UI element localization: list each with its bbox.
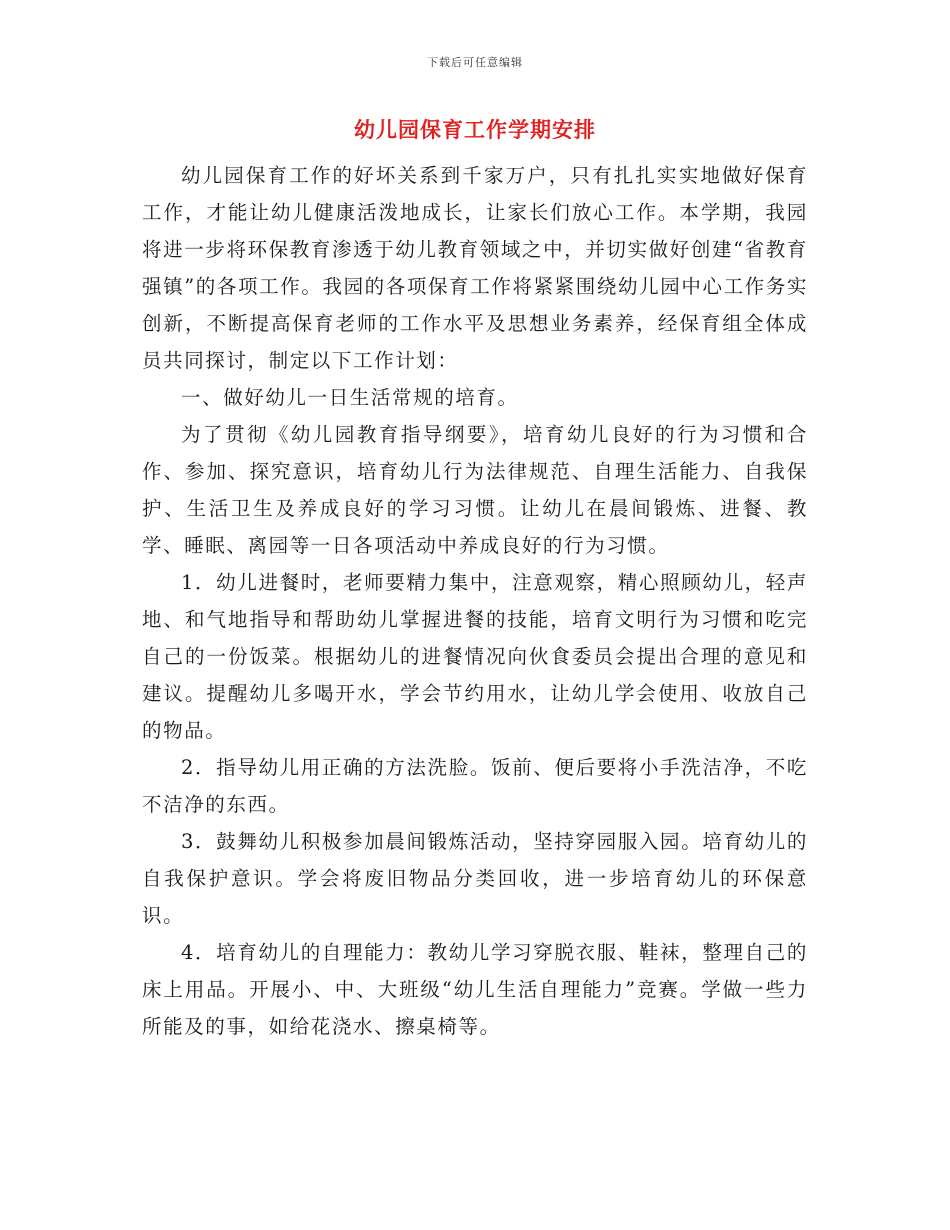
section-heading: 一、做好幼儿一日生活常规的培育。 — [181, 386, 519, 409]
list-item-3: 3．鼓舞幼儿积极参加晨间锻炼活动，坚持穿园服入园。培育幼儿的自我保护意识。学会将废旧物品分类回收，进一步培育幼儿的环保意识。 — [142, 830, 808, 927]
intro-paragraph: 幼儿园保育工作的好坏关系到千家万户，只有扎扎实实地做好保育工作，才能让幼儿健康活泼地成长，让家长们放心工作。本学期，我园将进一步将环保教育渗透于幼儿教育领域之中，并切实做好创建“省教育强镇”的各项工作。我园的各项保育工作将紧紧围绕幼儿园中心工作务实创新，不断提高保育老师的工作水平及思想业务素养，经保育组全体成员共同探讨，制定以下工作计划： — [142, 164, 808, 372]
document-body — [142, 157, 808, 1045]
list-item-4: 4．培育幼儿的自理能力：教幼儿学习穿脱衣服、鞋袜，整理自己的床上用品。开展小、中、大班级“幼儿生活自理能力”竞赛。学做一些力所能及的事，如给花浇水、擦桌椅等。 — [142, 941, 808, 1038]
list-item-1: 1．幼儿进餐时，老师要精力集中，注意观察，精心照顾幼儿，轻声地、和气地指导和帮助幼儿掌握进餐的技能，培育文明行为习惯和吃完自己的一份饭菜。根据幼儿的进餐情况向伙食委员会提出合理的意见和建议。提醒幼儿多喝开水，学会节约用水，让幼儿学会使用、收放自己的物品。 — [142, 571, 808, 742]
list-item-2: 2．指导幼儿用正确的方法洗脸。饭前、便后要将小手洗洁净，不吃不洁净的东西。 — [142, 756, 808, 816]
section-paragraph: 为了贯彻《幼儿园教育指导纲要》，培育幼儿良好的行为习惯和合作、参加、探究意识，培育幼儿行为法律规范、自理生活能力、自我保护、生活卫生及养成良好的学习习惯。让幼儿在晨间锻炼、进餐、教学、睡眠、离园等一日各项活动中养成良好的行为习惯。 — [142, 423, 808, 557]
document-title: 幼儿园保育工作学期安排 — [354, 117, 596, 142]
header-note: 下载后可任意编辑 — [427, 56, 523, 69]
